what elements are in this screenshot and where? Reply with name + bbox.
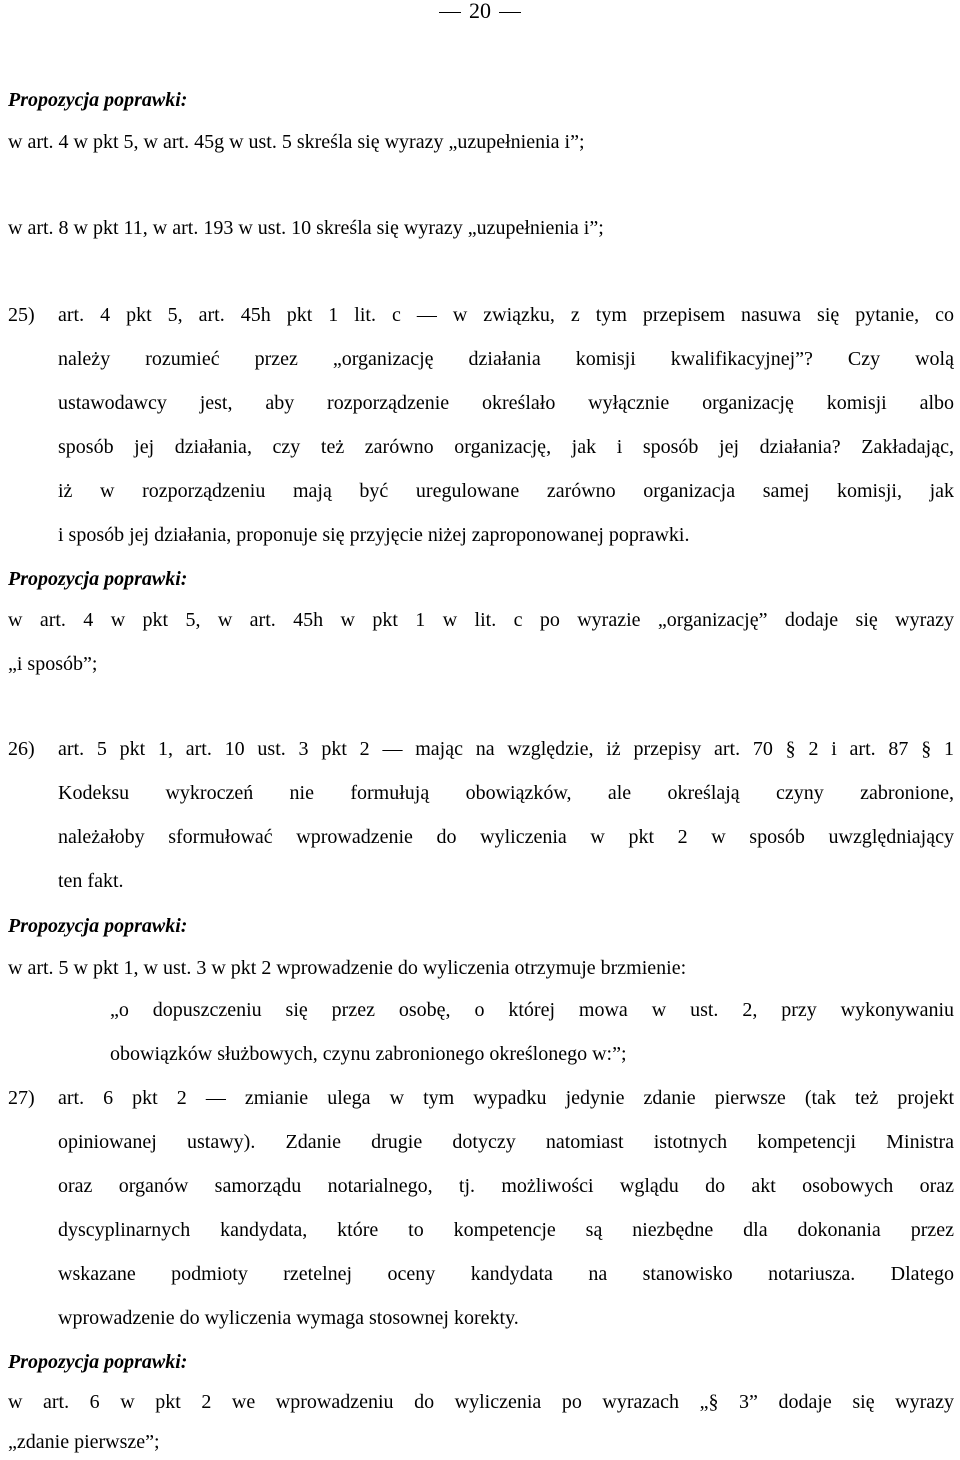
item-number: 25): [8, 304, 35, 326]
paragraph-line: opiniowanej ustawy). Zdanie drugie dotyczy natomiast istotnych kompetencji Ministra: [58, 1131, 954, 1153]
amendment-text: „zdanie pierwsze”;: [8, 1431, 160, 1453]
item-26-body: [58, 727, 954, 903]
amendment-text: w art. 6 w pkt 2 we wprowadzeniu do wyliczenia po wyrazach „§ 3” dodaje się wyrazy: [8, 1391, 954, 1413]
paragraph-line: oraz organów samorządu notarialnego, tj. możliwości wglądu do akt osobowych oraz: [58, 1175, 954, 1197]
paragraph-line: wskazane podmioty rzetelnej oceny kandydata na stanowisko notariusza. Dlatego: [58, 1263, 954, 1285]
item-25-amendment: [8, 598, 954, 686]
amendment-text: w art. 8 w pkt 11, w art. 193 w ust. 10 skreśla się wyrazy „uzupełnienia i”;: [8, 217, 604, 239]
amendment-text: w art. 5 w pkt 1, w ust. 3 w pkt 2 wprowadzenie do wyliczenia otrzymuje brzmienie:: [8, 957, 687, 979]
item-27-amendment: [8, 1380, 954, 1460]
amendment-proposal-heading: Propozycja poprawki:: [8, 1351, 188, 1373]
paragraph-line: Kodeksu wykroczeń nie formułują obowiązków, ale określają czyny zabronione,: [58, 782, 954, 804]
quoted-provision: [110, 988, 954, 1076]
header-dash-right: [499, 12, 521, 13]
amendment-proposal-heading: Propozycja poprawki:: [8, 568, 188, 590]
paragraph-line: i sposób jej działania, proponuje się przyjęcie niżej zaproponowanej poprawki.: [58, 524, 690, 546]
paragraph-line: ustawodawcy jest, aby rozporządzenie określało wyłącznie organizację komisji albo: [58, 392, 954, 414]
quote-line: „o dopuszczeniu się przez osobę, o której mowa w ust. 2, przy wykonywaniu: [110, 999, 954, 1021]
page-number-header: [0, 0, 960, 22]
paragraph-line: wprowadzenie do wyliczenia wymaga stosownej korekty.: [58, 1307, 519, 1329]
paragraph-line: iż w rozporządzeniu mają być uregulowane zarówno organizacja samej komisji, jak: [58, 480, 954, 502]
amendment-text: „i sposób”;: [8, 653, 98, 675]
item-number: 26): [8, 738, 35, 760]
page-number: 20: [469, 0, 491, 23]
paragraph-line: art. 4 pkt 5, art. 45h pkt 1 lit. c — w związku, z tym przepisem nasuwa się pytanie, co: [58, 304, 954, 326]
paragraph-line: ten fakt.: [58, 870, 124, 892]
paragraph-line: należy rozumieć przez „organizację działania komisji kwalifikacyjnej”? Czy wolą: [58, 348, 954, 370]
item-number: 27): [8, 1087, 35, 1109]
paragraph-line: art. 5 pkt 1, art. 10 ust. 3 pkt 2 — mając na względzie, iż przepisy art. 70 § 2 i art. 87 § 1: [58, 738, 954, 760]
paragraph-line: sposób jej działania, czy też zarówno organizację, jak i sposób jej działania? Zakładając,: [58, 436, 954, 458]
amendment-proposal-heading: Propozycja poprawki:: [8, 915, 188, 937]
amendment-text: w art. 4 w pkt 5, w art. 45g w ust. 5 skreśla się wyrazy „uzupełnienia i”;: [8, 131, 585, 153]
paragraph-line: art. 6 pkt 2 — zmianie ulega w tym wypadku jedynie zdanie pierwsze (tak też projekt: [58, 1087, 954, 1109]
paragraph-line: należałoby sformułować wprowadzenie do wyliczenia w pkt 2 w sposób uwzględniający: [58, 826, 954, 848]
amendment-proposal-heading: Propozycja poprawki:: [8, 89, 188, 111]
item-27-body: [58, 1076, 954, 1340]
amendment-text: w art. 4 w pkt 5, w art. 45h w pkt 1 w lit. c po wyrazie „organizację” dodaje się wyrazy: [8, 609, 954, 631]
paragraph-line: dyscyplinarnych kandydata, które to kompetencje są niezbędne dla dokonania przez: [58, 1219, 954, 1241]
header-dash-left: [439, 12, 461, 13]
quote-line: obowiązków służbowych, czynu zabronionego określonego w:”;: [110, 1043, 627, 1065]
item-25-body: [58, 293, 954, 557]
